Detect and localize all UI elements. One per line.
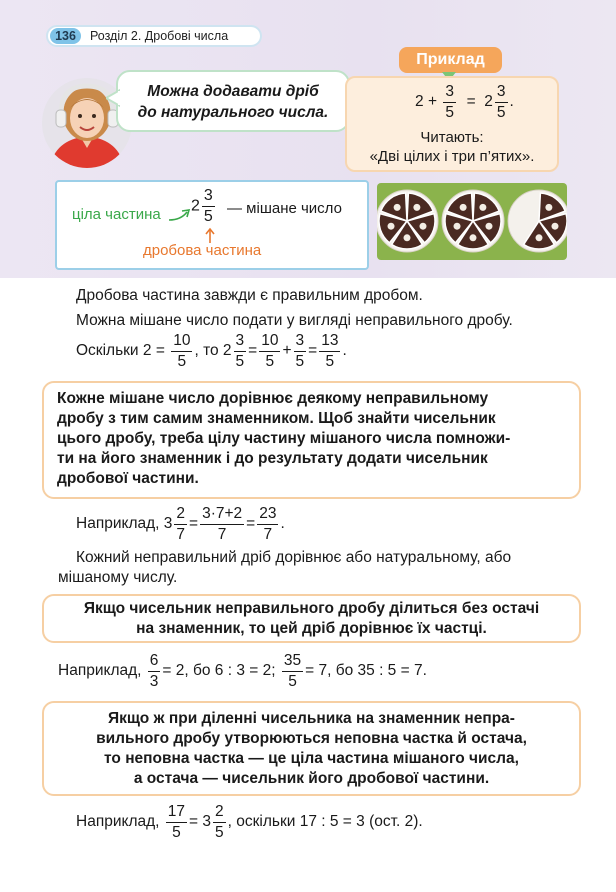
fraction-part-label: дробова частина xyxy=(143,242,262,259)
rule-line: ти на його знаменник і до результату додати чисельник xyxy=(57,450,488,467)
numerator: 3 xyxy=(445,83,454,100)
fraction xyxy=(200,506,244,542)
fraction xyxy=(282,653,303,689)
rule-line: дробу з тим самим знаменником. Щоб знайти чисельник xyxy=(57,410,496,427)
eq-term: 2 xyxy=(415,93,424,111)
fraction xyxy=(319,333,340,369)
numerator: 2 xyxy=(215,803,224,820)
fraction xyxy=(259,333,280,369)
eq-sign: = xyxy=(246,515,256,533)
rule-box xyxy=(42,381,581,499)
denominator: 5 xyxy=(166,822,187,841)
equation-line xyxy=(76,333,347,369)
fraction xyxy=(166,804,187,840)
fraction xyxy=(234,333,247,369)
speech-bubble-text xyxy=(118,81,348,123)
fraction xyxy=(495,84,508,120)
fraction xyxy=(257,506,278,542)
denominator: 5 xyxy=(171,351,192,370)
eq-end: . xyxy=(509,93,514,111)
eq-sign: = xyxy=(308,342,318,360)
rule-line: Якщо ж при діленні чисельника на знаменник непра- xyxy=(108,710,515,727)
numerator: 3 xyxy=(235,332,245,349)
eq-text: Наприклад, 3 xyxy=(76,515,173,533)
rule-box xyxy=(42,701,581,796)
eq-end: . xyxy=(342,342,347,360)
rule-box xyxy=(42,594,581,643)
pie-cream xyxy=(413,204,420,211)
eq-text: Наприклад, xyxy=(76,813,160,831)
eq-text: = 7, бо 35 : 5 = 7. xyxy=(305,662,427,680)
eq-text: = 2, бо 6 : 3 = 2; xyxy=(162,662,276,680)
paragraph: Кожний неправильний дріб дорівнює або натуральному, або xyxy=(76,549,512,566)
numerator: 17 xyxy=(167,803,186,820)
denominator: 5 xyxy=(319,351,340,370)
fraction xyxy=(294,333,307,369)
pie-cream xyxy=(551,223,558,230)
rule-line: дробової частини. xyxy=(57,470,199,487)
pie-cream xyxy=(394,204,401,211)
numerator: 13 xyxy=(321,332,339,349)
denominator: 5 xyxy=(215,823,224,841)
mixed-number xyxy=(191,188,217,225)
pie-cream xyxy=(536,234,543,241)
numerator: 2 xyxy=(176,505,186,522)
chapter-title: Розділ 2. Дробові числа xyxy=(90,29,229,43)
numerator: 3 xyxy=(203,187,213,204)
eq-sign: = xyxy=(189,515,199,533)
rule-line: цього дробу, треба цілу частину мішаного числа помножи- xyxy=(57,430,511,447)
denominator: 7 xyxy=(200,524,244,543)
pie-cream xyxy=(404,234,411,241)
page-number: 136 xyxy=(50,28,81,44)
rule-line: Кожне мішане число дорівнює деякому неправильному xyxy=(57,390,489,407)
numerator: 3 xyxy=(295,332,305,349)
example-line xyxy=(58,653,427,689)
whole-part-label: ціла частина xyxy=(72,206,161,223)
example-line xyxy=(76,804,423,840)
pie-cream xyxy=(460,204,467,211)
fraction xyxy=(148,653,161,689)
numerator: 3 xyxy=(496,83,506,100)
example-box xyxy=(345,76,559,172)
speech-bubble xyxy=(116,70,350,132)
example-reading xyxy=(347,128,557,166)
paragraph: мішаному числу. xyxy=(58,569,178,586)
eq-sign: = xyxy=(466,93,476,111)
rule-line: на знаменник, то цей дріб дорівнює їх частці. xyxy=(136,620,487,637)
rule-line: а остача — чисельник його дробової частини. xyxy=(133,770,490,787)
eq-text: , то 2 xyxy=(194,342,232,360)
pies-illustration xyxy=(377,183,567,260)
rule-line: Якщо чисельник неправильного дробу ділиться без остачі xyxy=(83,600,540,617)
numerator: 23 xyxy=(259,505,277,522)
green-arrow-icon xyxy=(167,208,193,222)
eq-term: 2 xyxy=(484,93,493,111)
denominator: 7 xyxy=(176,525,186,543)
example-line xyxy=(76,506,285,542)
fraction xyxy=(202,188,215,225)
denominator: 5 xyxy=(496,103,506,121)
fraction xyxy=(213,804,226,840)
pie-cream xyxy=(470,234,477,241)
eq-text: Наприклад, xyxy=(58,662,142,680)
denominator: 5 xyxy=(295,352,305,370)
reading-line: «Дві цілих і три п’ятих». xyxy=(369,148,535,165)
speech-line: Можна додавати дріб xyxy=(147,83,319,100)
mixed-number-diagram xyxy=(55,180,369,270)
pie-cream xyxy=(419,223,426,230)
pie-cream xyxy=(454,223,461,230)
eq-text: = 3 xyxy=(189,813,212,831)
pie-cream xyxy=(479,204,486,211)
denominator: 5 xyxy=(445,103,454,121)
denominator: 5 xyxy=(235,352,245,370)
numerator: 10 xyxy=(261,332,279,349)
mixed-number-label: — мішане число xyxy=(227,200,342,217)
paragraph: Можна мішане число подати у вигляді неправильного дробу. xyxy=(76,312,513,329)
eq-sign: + xyxy=(282,342,292,360)
page-header xyxy=(46,25,262,47)
eq-sign: = xyxy=(248,342,258,360)
eq-end: . xyxy=(280,515,285,533)
denominator: 7 xyxy=(257,524,278,543)
reading-line: Читають: xyxy=(420,129,484,146)
pie-cream xyxy=(485,223,492,230)
denominator: 5 xyxy=(282,671,303,690)
numerator: 6 xyxy=(149,652,159,669)
fraction xyxy=(174,506,187,542)
example-equation xyxy=(415,84,514,120)
numerator: 3·7+2 xyxy=(202,505,243,522)
denominator: 3 xyxy=(149,672,159,690)
pie-cream xyxy=(545,204,552,211)
numerator: 10 xyxy=(173,332,191,349)
numerator: 35 xyxy=(283,652,302,669)
fraction xyxy=(171,333,192,369)
denominator: 5 xyxy=(259,351,280,370)
whole-part: 2 xyxy=(191,197,200,215)
speech-line: до натурального числа. xyxy=(137,104,329,121)
eq-sign: + xyxy=(427,93,437,111)
denominator: 5 xyxy=(203,208,213,225)
fraction xyxy=(443,84,456,120)
rule-line: то неповна частка — це ціла частина мішаного числа, xyxy=(104,750,519,767)
rule-line: вильного дробу утворюються неповна частка й остача, xyxy=(96,730,527,747)
pie-cream xyxy=(388,223,395,230)
eq-text: , оскільки 17 : 5 = 3 (ост. 2). xyxy=(227,813,423,831)
paragraph: Дробова частина завжди є правильним дробом. xyxy=(76,287,423,304)
eq-text: Оскільки 2 = xyxy=(76,342,165,360)
example-tab: Приклад xyxy=(399,47,502,73)
